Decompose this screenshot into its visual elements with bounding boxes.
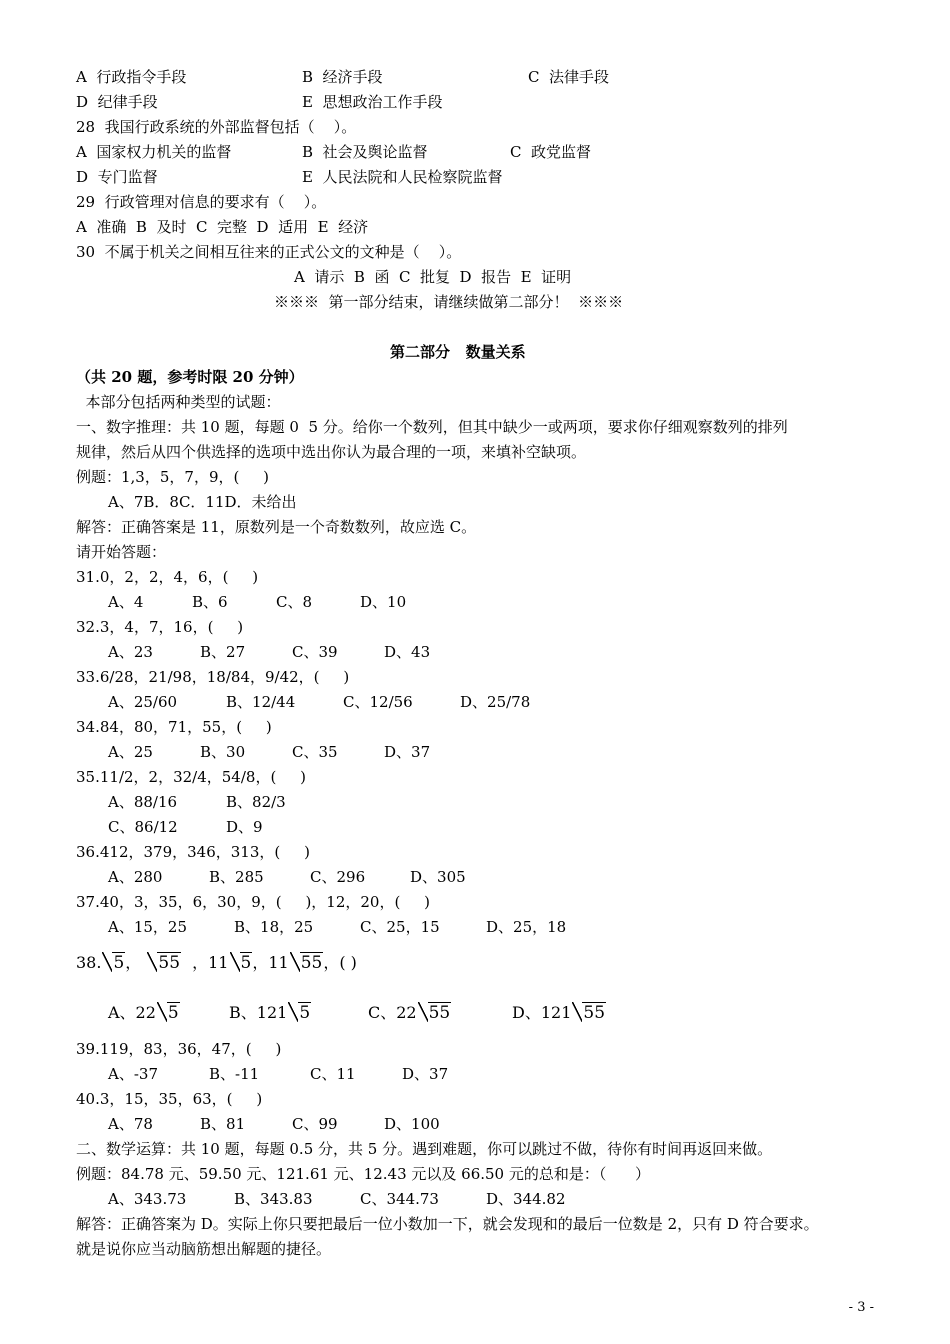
section2-desc: 二、数学运算：共 10 题，每题 0.5 分，共 5 分。遇到难题，你可以跳过不做，待你有时间再返回来做。 <box>76 1140 773 1158</box>
q36-option-a: A、280 <box>108 868 163 886</box>
q37-stem: 37.40，3，35，6，30，9，( )，12，20，( ) <box>76 893 431 911</box>
q35-option-b: B、82/3 <box>226 793 286 811</box>
q40-option-c: C、99 <box>292 1115 338 1133</box>
q34-stem: 34.84，80，71，55，( ) <box>76 718 272 736</box>
q32-option-a: A、23 <box>108 643 153 661</box>
q31-stem: 31.0，2，2，4，6，( ) <box>76 568 259 586</box>
q33-option-a: A、25/60 <box>108 693 178 711</box>
q33-stem: 33.6/28，21/98，18/84，9/42，( ) <box>76 668 350 686</box>
example-options: A、7B．8C．11D．未给出 <box>108 493 297 511</box>
q40-option-a: A、78 <box>108 1115 153 1133</box>
q38-option-a: A、22 5 <box>108 1000 180 1026</box>
section2-option-d: D、344.82 <box>486 1190 566 1208</box>
q28-option-c: C 政党监督 <box>510 143 592 161</box>
q32-option-d: D、43 <box>384 643 431 661</box>
q38-stem: 38. 5， 55 ，11 5，11 55，( ) <box>76 950 357 976</box>
q35-option-a: A、88/16 <box>108 793 178 811</box>
q39-option-d: D、37 <box>402 1065 449 1083</box>
q36-option-c: C、296 <box>310 868 366 886</box>
section2-example: 例题：84.78 元、59.50 元、121.61 元、12.43 元以及 66.50 元的总和是：（ ） <box>76 1165 650 1183</box>
q29-options: A 准确 B 及时 C 完整 D 适用 E 经济 <box>76 218 369 236</box>
q34-option-c: C、35 <box>292 743 338 761</box>
q37-option-c: C、25，15 <box>360 918 440 936</box>
section2-answer-line1: 解答：正确答案为 D。实际上你只要把最后一位小数加一下，就会发现和的最后一位数是 2，只有 D 符合要求。 <box>76 1215 819 1233</box>
q39-stem: 39.119，83，36，47，( ) <box>76 1040 282 1058</box>
q35-option-c: C、86/12 <box>108 818 178 836</box>
q31-option-a: A、4 <box>108 593 144 611</box>
q28-stem: 28 我国行政系统的外部监督包括（ ）。 <box>76 118 357 136</box>
q29-stem: 29 行政管理对信息的要求有（ ）。 <box>76 193 327 211</box>
q30-stem: 30 不属于机关之间相互往来的正式公文的文种是（ ）。 <box>76 243 462 261</box>
part1-end-notice: ※※※ 第一部分结束，请继续做第二部分！ ※※※ <box>274 293 624 311</box>
section1-desc-line1: 一、数字推理：共 10 题，每题 0 5 分。给你一个数列，但其中缺少一或两项，要求你仔细观察数列的排列 <box>76 418 788 436</box>
sqrt-symbol: 5 <box>102 950 125 976</box>
q27-option-c: C 法律手段 <box>528 68 610 86</box>
part2-subtitle: （共 20 题，参考时限 20 分钟） <box>76 368 304 386</box>
q39-option-a: A、-37 <box>108 1065 158 1083</box>
q27-option-d: D 纪律手段 <box>76 93 158 111</box>
q27-option-e: E 思想政治工作手段 <box>302 93 443 111</box>
q28-option-d: D 专门监督 <box>76 168 158 186</box>
q28-option-b: B 社会及舆论监督 <box>302 143 428 161</box>
q33-option-c: C、12/56 <box>343 693 413 711</box>
q37-option-a: A、15，25 <box>108 918 188 936</box>
q35-stem: 35.11/2，2，32/4，54/8，( ) <box>76 768 306 786</box>
q39-option-c: C、11 <box>310 1065 356 1083</box>
q32-stem: 32.3，4，7，16，( ) <box>76 618 244 636</box>
q37-option-b: B、18，25 <box>234 918 314 936</box>
q36-option-d: D、305 <box>410 868 466 886</box>
q34-option-a: A、25 <box>108 743 153 761</box>
q36-option-b: B、285 <box>209 868 264 886</box>
q37-option-d: D、25，18 <box>486 918 567 936</box>
q27-option-a: A 行政指令手段 <box>76 68 187 86</box>
page-number: - 3 - <box>848 1300 874 1315</box>
q33-option-b: B、12/44 <box>226 693 296 711</box>
part2-intro: 本部分包括两种类型的试题： <box>76 393 281 411</box>
q33-option-d: D、25/78 <box>460 693 531 711</box>
q31-option-d: D、10 <box>360 593 407 611</box>
part2-title: 第二部分 数量关系 <box>390 343 526 361</box>
q31-option-c: C、8 <box>276 593 313 611</box>
q28-option-a: A 国家权力机关的监督 <box>76 143 232 161</box>
section1-desc-line2: 规律，然后从四个供选择的选项中选出你认为最合理的一项，来填补空缺项。 <box>76 443 587 461</box>
example-question: 例题：1,3，5，7，9，( ) <box>76 468 270 486</box>
q30-options: A 请示 B 函 C 批复 D 报告 E 证明 <box>294 268 572 286</box>
q34-option-d: D、37 <box>384 743 431 761</box>
q36-stem: 36.412，379，346，313，( ) <box>76 843 310 861</box>
q38-option-d: D、121 55 <box>512 1000 606 1026</box>
q32-option-b: B、27 <box>200 643 246 661</box>
q39-option-b: B、-11 <box>209 1065 260 1083</box>
q40-option-b: B、81 <box>200 1115 246 1133</box>
q27-option-b: B 经济手段 <box>302 68 383 86</box>
q34-option-b: B、30 <box>200 743 246 761</box>
q40-option-d: D、100 <box>384 1115 440 1133</box>
q40-stem: 40.3，15，35，63，( ) <box>76 1090 263 1108</box>
q38-option-b: B、121 5 <box>229 1000 311 1026</box>
section2-answer-line2: 就是说你应当动脑筋想出解题的捷径。 <box>76 1240 332 1258</box>
q32-option-c: C、39 <box>292 643 338 661</box>
q35-option-d: D、9 <box>226 818 263 836</box>
q38-option-c: C、22 55 <box>368 1000 451 1026</box>
example-answer: 解答：正确答案是 11，原数列是一个奇数数列，故应选 C。 <box>76 518 477 536</box>
q31-option-b: B、6 <box>192 593 228 611</box>
section2-option-b: B、343.83 <box>234 1190 313 1208</box>
start-prompt: 请开始答题： <box>76 543 167 561</box>
section2-option-c: C、344.73 <box>360 1190 439 1208</box>
q28-option-e: E 人民法院和人民检察院监督 <box>302 168 503 186</box>
section2-option-a: A、343.73 <box>108 1190 187 1208</box>
